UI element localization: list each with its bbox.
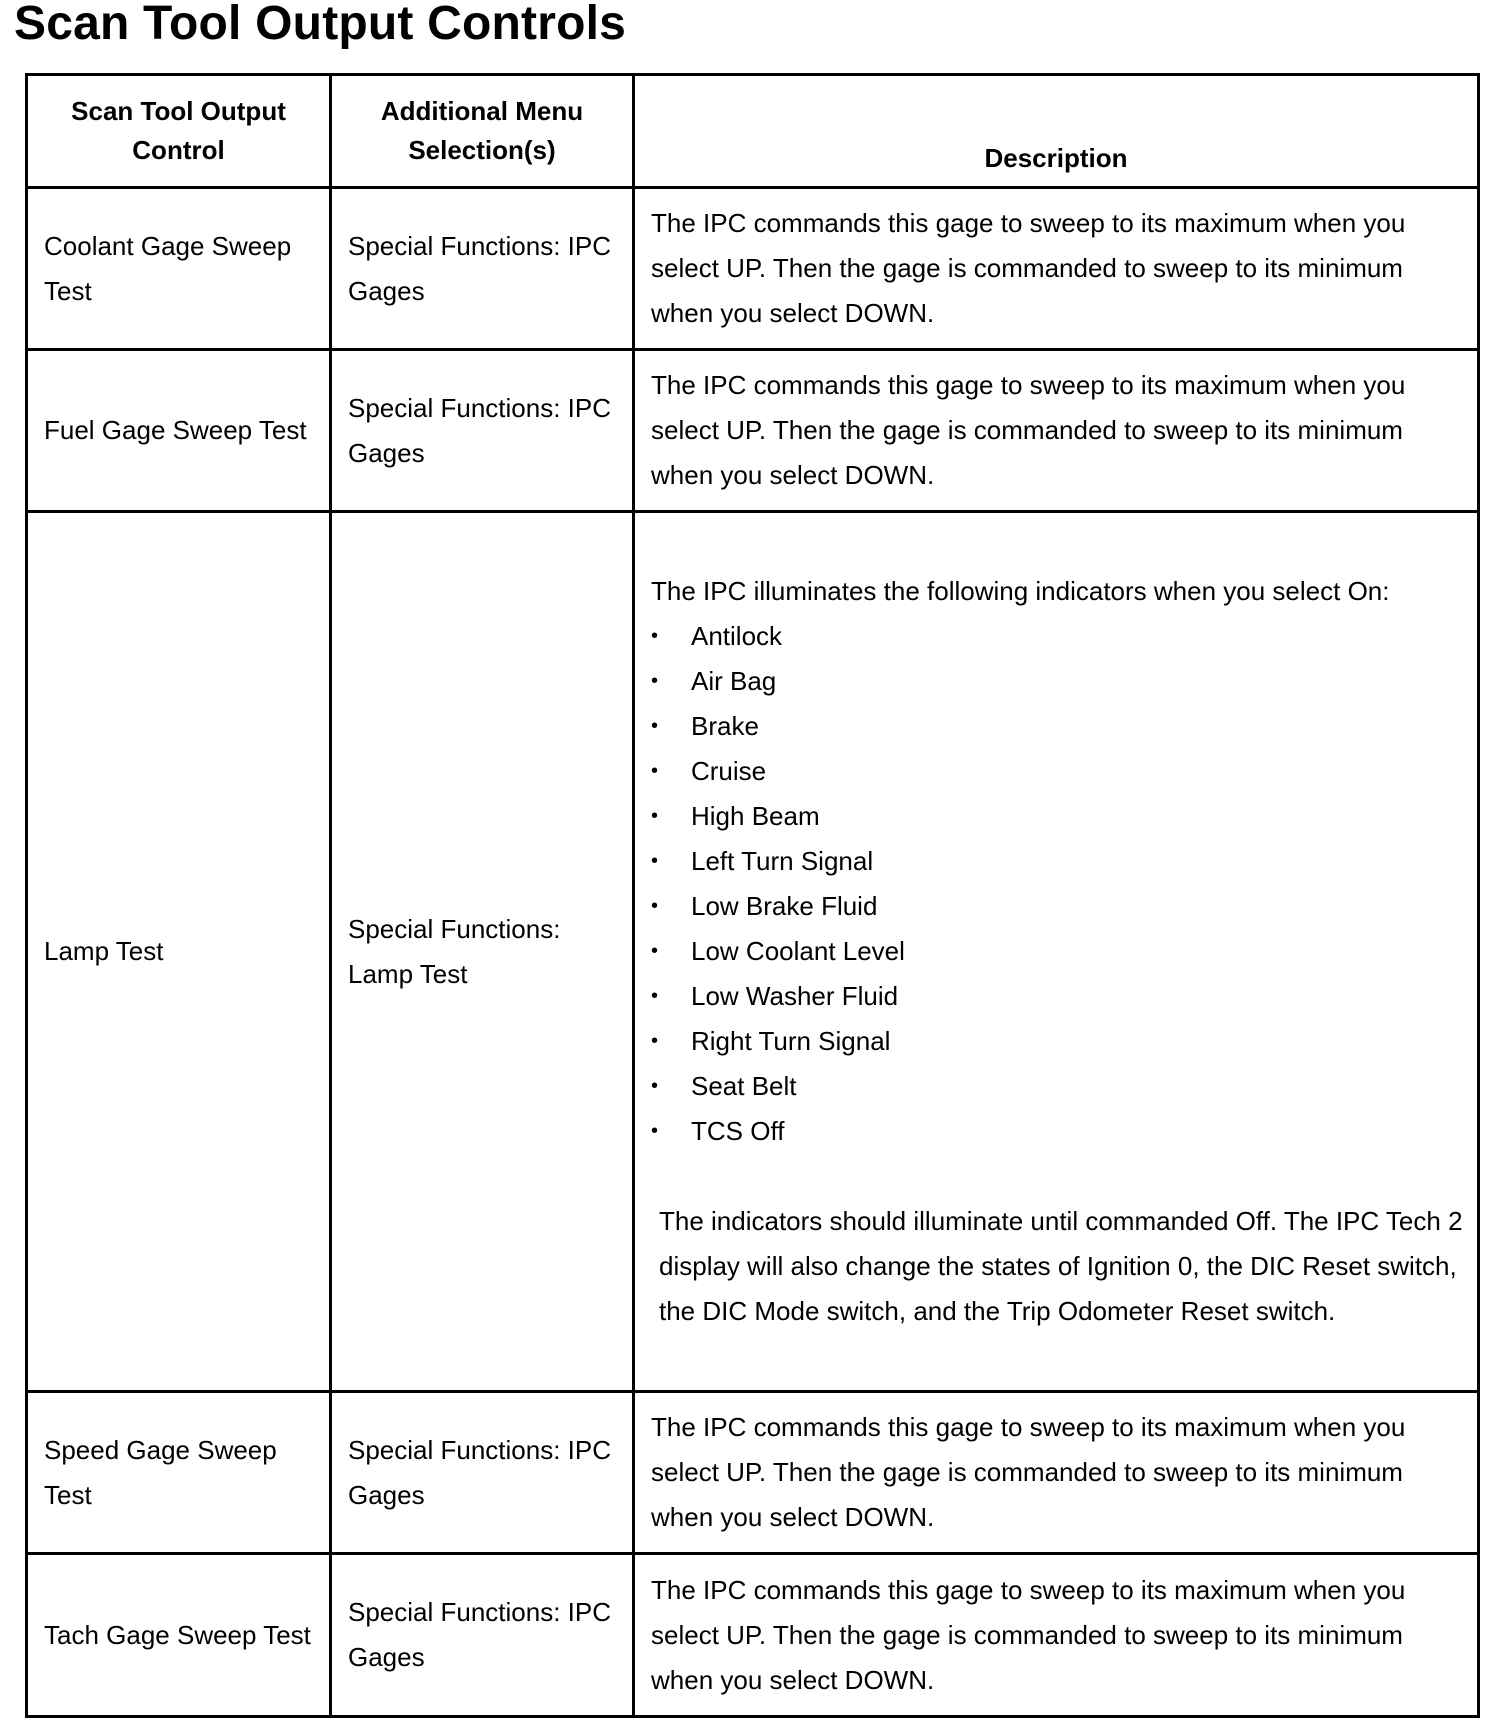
indicator-label: Right Turn Signal (691, 1026, 891, 1056)
menu-selection: Special Functions: IPC Gages (331, 1392, 634, 1554)
table-header-row (27, 75, 1479, 188)
table-row (27, 1392, 1479, 1554)
list-item (651, 974, 1463, 1019)
indicator-label: Low Brake Fluid (691, 891, 878, 921)
header-scan-tool-output-control: Scan Tool Output Control (27, 75, 331, 188)
control-name: Speed Gage Sweep Test (27, 1392, 331, 1554)
indicator-label: Low Washer Fluid (691, 981, 899, 1011)
control-description: The IPC commands this gage to sweep to its maximum when you select UP. Then the gage is commanded to sweep to its minimum when you select DOWN. (634, 1392, 1479, 1554)
indicator-label: Seat Belt (691, 1071, 797, 1101)
indicator-label: High Beam (691, 801, 820, 831)
bullet-icon: • (651, 895, 659, 917)
bullet-icon: • (651, 670, 659, 692)
indicator-label: Cruise (691, 756, 767, 786)
indicator-label: TCS Off (691, 1116, 785, 1146)
list-item (651, 614, 1463, 659)
list-item (651, 1064, 1463, 1109)
menu-selection: Special Functions: IPC Gages (331, 1554, 634, 1717)
list-item (651, 659, 1463, 704)
bullet-icon: • (651, 760, 659, 782)
control-name: Tach Gage Sweep Test (27, 1554, 331, 1717)
lamp-test-note: The indicators should illuminate until commanded Off. The IPC Tech 2 display will also change the states of Ignition 0, the DIC Reset switch, the DIC Mode switch, and the Trip Odometer Reset switch. (659, 1206, 1463, 1326)
list-item (651, 704, 1463, 749)
bullet-icon: • (651, 715, 659, 737)
menu-selection: Special Functions: Lamp Test (331, 512, 634, 1392)
bullet-icon: • (651, 940, 659, 962)
control-name: Lamp Test (27, 512, 331, 1392)
paragraph-spacer (651, 1154, 1463, 1199)
indicator-label: Low Coolant Level (691, 936, 905, 966)
control-name: Coolant Gage Sweep Test (27, 188, 331, 350)
control-name: Fuel Gage Sweep Test (27, 350, 331, 512)
indicator-list (651, 614, 1463, 1154)
menu-selection: Special Functions: IPC Gages (331, 188, 634, 350)
page-title: Scan Tool Output Controls (14, 0, 627, 50)
table-row (27, 512, 1479, 1392)
bullet-icon: • (651, 985, 659, 1007)
indicator-label: Antilock (691, 621, 783, 651)
table-row (27, 350, 1479, 512)
menu-selection: Special Functions: IPC Gages (331, 350, 634, 512)
list-item (651, 839, 1463, 884)
bullet-icon: • (651, 1120, 659, 1142)
bullet-icon: • (651, 625, 659, 647)
list-item (651, 794, 1463, 839)
indicator-label: Brake (691, 711, 759, 741)
list-item (651, 1019, 1463, 1064)
bullet-icon: • (651, 850, 659, 872)
list-item (651, 1109, 1463, 1154)
list-item (651, 929, 1463, 974)
output-controls-table (25, 73, 1480, 1718)
bullet-icon: • (651, 805, 659, 827)
header-additional-menu-selections: Additional Menu Selection(s) (331, 75, 634, 188)
control-description: The IPC commands this gage to sweep to its maximum when you select UP. Then the gage is commanded to sweep to its minimum when you select DOWN. (634, 188, 1479, 350)
control-description (634, 512, 1479, 1392)
control-description: The IPC commands this gage to sweep to its maximum when you select UP. Then the gage is commanded to sweep to its minimum when you select DOWN. (634, 1554, 1479, 1717)
bullet-icon: • (651, 1075, 659, 1097)
bullet-icon: • (651, 1030, 659, 1052)
header-description: Description (634, 75, 1479, 188)
lamp-test-intro: The IPC illuminates the following indicators when you select On: (651, 576, 1390, 606)
table-row (27, 1554, 1479, 1717)
list-item (651, 884, 1463, 929)
list-item (651, 749, 1463, 794)
control-description: The IPC commands this gage to sweep to its maximum when you select UP. Then the gage is commanded to sweep to its minimum when you select DOWN. (634, 350, 1479, 512)
table-row (27, 188, 1479, 350)
indicator-label: Air Bag (691, 666, 777, 696)
indicator-label: Left Turn Signal (691, 846, 874, 876)
